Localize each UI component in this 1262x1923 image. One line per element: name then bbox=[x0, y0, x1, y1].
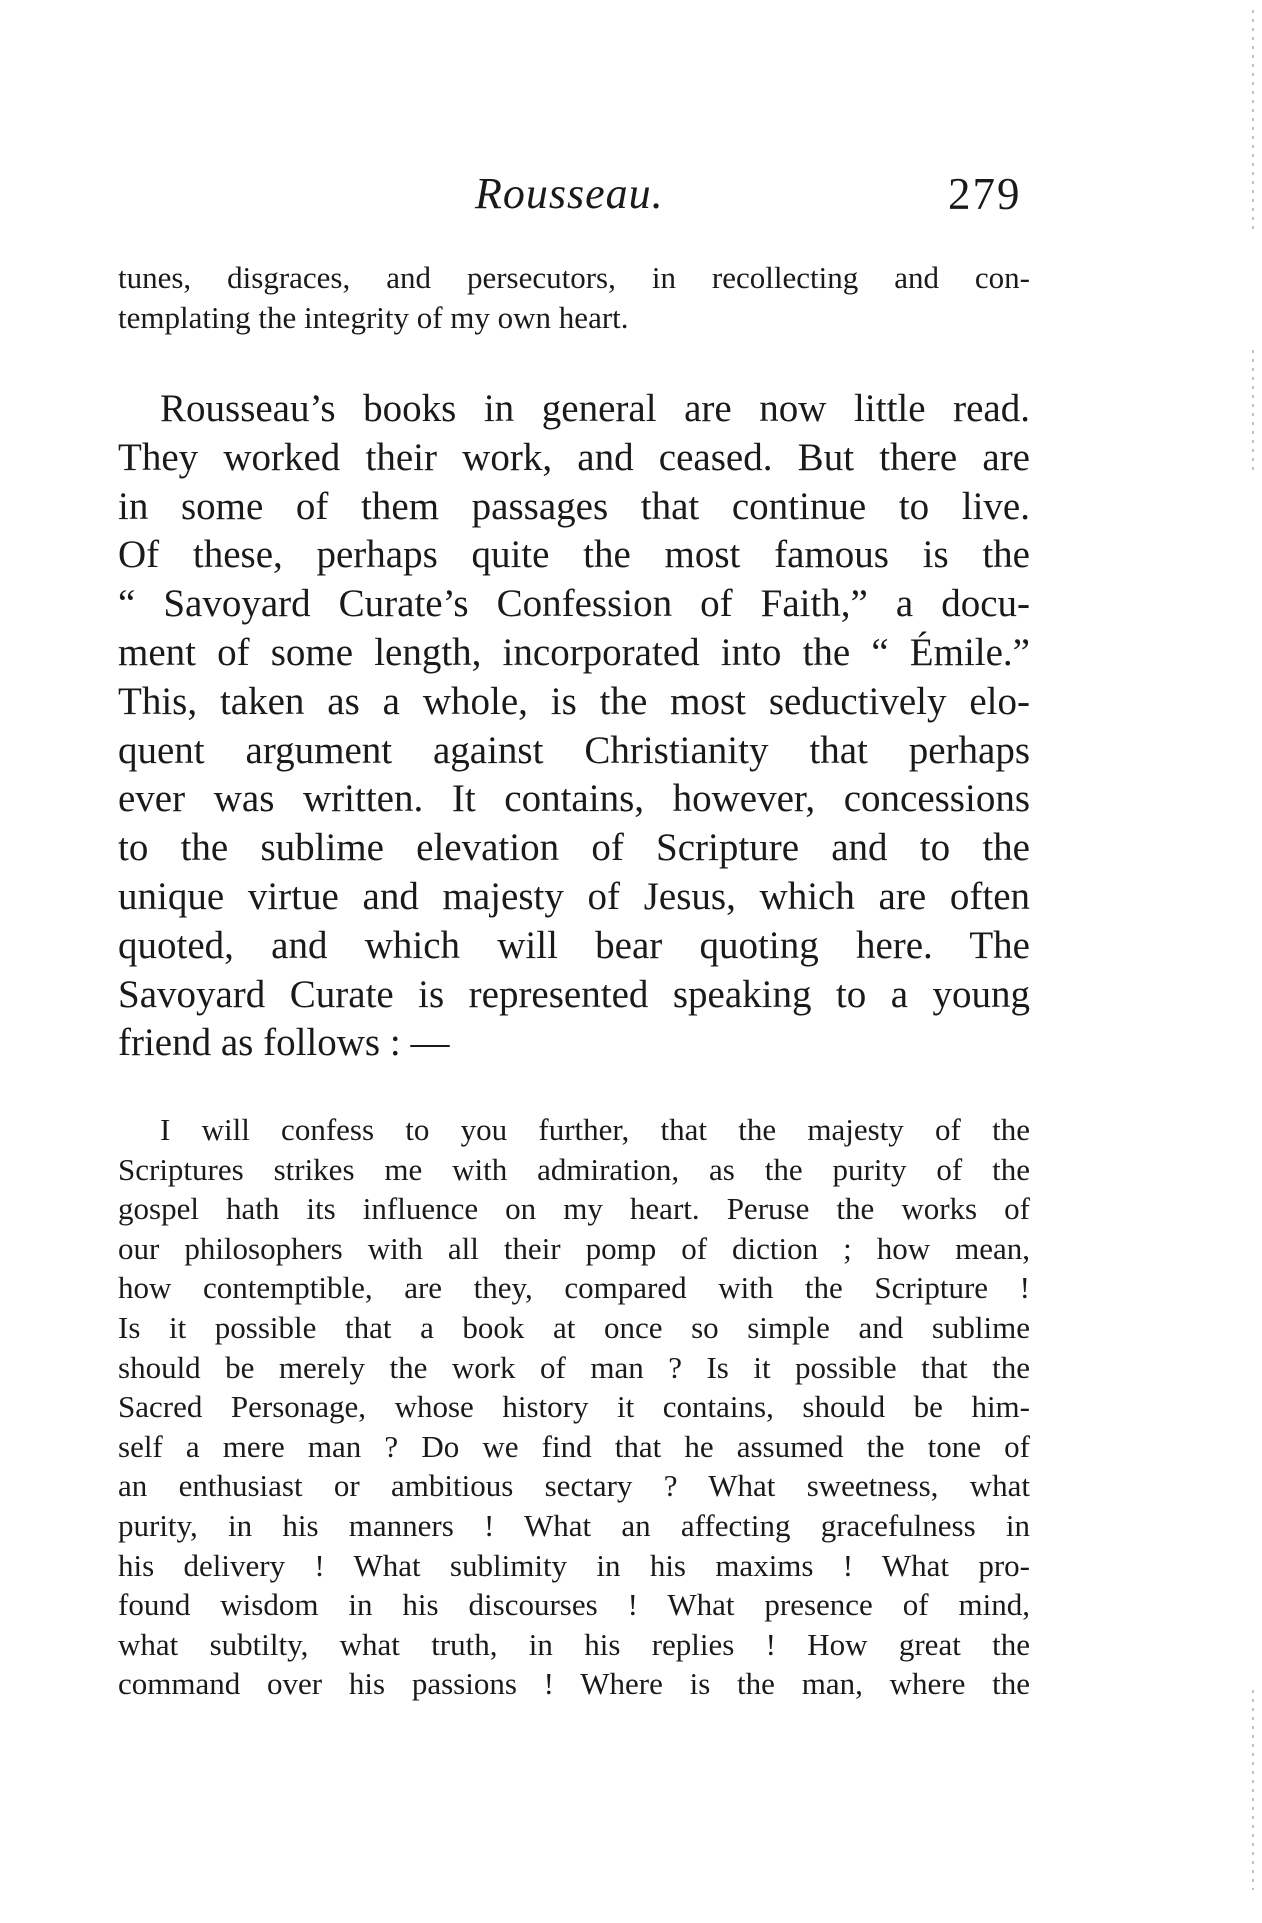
text-line: Rousseau’s books in general are now little read. bbox=[160, 387, 1030, 430]
text-line: quoted, and which will bear quoting here. The bbox=[118, 923, 1030, 967]
quote-line: should be merely the work of man ? Is it possible that the bbox=[118, 1349, 1030, 1385]
carry-over-paragraph bbox=[118, 258, 1030, 338]
text-line: friend as follows : — bbox=[118, 1021, 450, 1065]
quote-line: self a mere man ? Do we find that he assumed the tone of bbox=[118, 1428, 1030, 1464]
quote-line: our philosophers with all their pomp of diction ; how mean, bbox=[118, 1230, 1030, 1266]
page-number: 279 bbox=[948, 169, 1022, 219]
scan-edge-artifact bbox=[1252, 10, 1254, 230]
quote-line: an enthusiast or ambitious sectary ? What sweetness, what bbox=[118, 1468, 1030, 1504]
text-line: “ Savoyard Curate’s Confession of Faith,” a docu- bbox=[118, 582, 1030, 626]
text-line: They worked their work, and ceased. But there are bbox=[118, 435, 1030, 479]
text-line: tunes, disgraces, and persecutors, in recollecting and con- bbox=[118, 260, 1030, 295]
text-line: ment of some length, incorporated into the “ Émile.” bbox=[118, 630, 1030, 674]
text-line: to the sublime elevation of Scripture and to the bbox=[118, 826, 1030, 870]
text-line: in some of them passages that continue to live. bbox=[118, 484, 1030, 528]
text-line: templating the integrity of my own heart. bbox=[118, 300, 629, 335]
quote-line: what subtilty, what truth, in his replies ! How great the bbox=[118, 1626, 1030, 1662]
scan-edge-artifact bbox=[1252, 350, 1254, 470]
block-quote bbox=[118, 1110, 1030, 1704]
quote-line: his delivery ! What sublimity in his maxims ! What pro- bbox=[118, 1547, 1030, 1583]
quote-line: purity, in his manners ! What an affecting gracefulness in bbox=[118, 1507, 1030, 1543]
quote-line: found wisdom in his discourses ! What presence of mind, bbox=[118, 1587, 1030, 1623]
text-line: This, taken as a whole, is the most seductively elo- bbox=[118, 679, 1030, 723]
text-line: unique virtue and majesty of Jesus, which are often bbox=[118, 874, 1030, 918]
quote-line: Scriptures strikes me with admiration, as the purity of the bbox=[118, 1151, 1030, 1187]
text-line: Of these, perhaps quite the most famous is the bbox=[118, 533, 1030, 577]
main-paragraph bbox=[118, 385, 1030, 1068]
quote-line: Sacred Personage, whose history it contains, should be him- bbox=[118, 1389, 1030, 1425]
quote-line: how contemptible, are they, compared with the Scripture ! bbox=[118, 1270, 1030, 1306]
quote-line: gospel hath its influence on my heart. Peruse the works of bbox=[118, 1191, 1030, 1227]
running-title: Rousseau. bbox=[475, 169, 664, 218]
quote-line: I will confess to you further, that the majesty of the bbox=[160, 1112, 1030, 1147]
quote-line: Is it possible that a book at once so simple and sublime bbox=[118, 1309, 1030, 1345]
text-line: ever was written. It contains, however, concessions bbox=[118, 777, 1030, 821]
text-line: Savoyard Curate is represented speaking to a young bbox=[118, 972, 1030, 1016]
quote-line: command over his passions ! Where is the man, where the bbox=[118, 1666, 1030, 1702]
text-line: quent argument against Christianity that perhaps bbox=[118, 728, 1030, 772]
scan-edge-artifact bbox=[1252, 1690, 1254, 1890]
